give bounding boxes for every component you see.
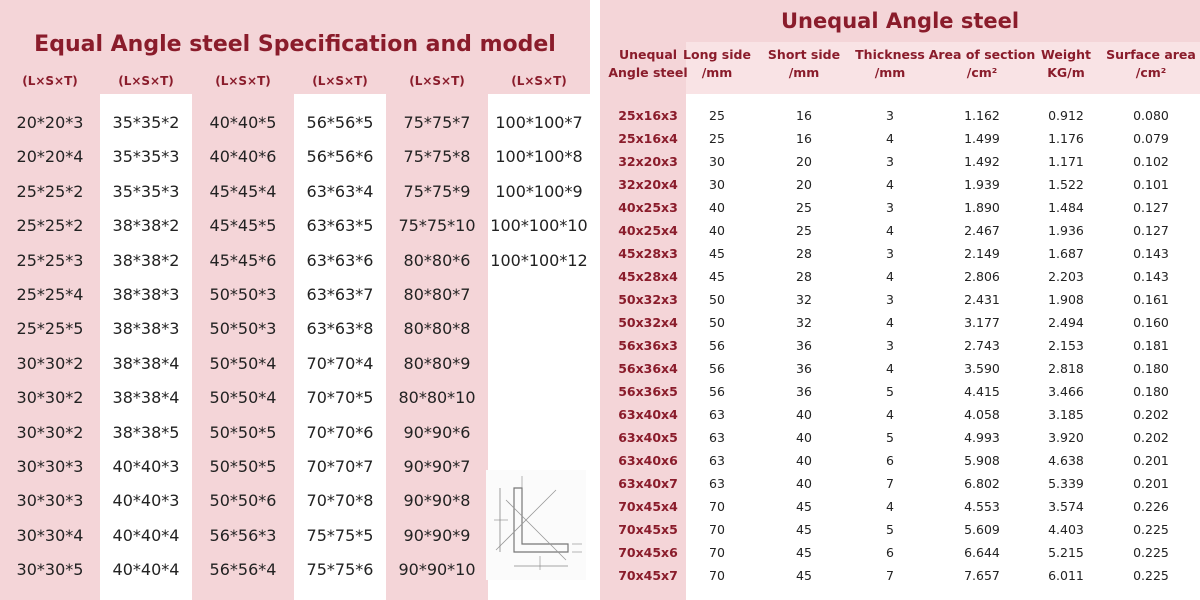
unequal-model-name: 25x16x3 (618, 108, 678, 123)
unequal-column-header-line: Area of section (928, 47, 1036, 62)
unequal-value-cell: 0.102 (1133, 154, 1169, 169)
unequal-value-cell: 3 (886, 200, 894, 215)
unequal-model-name: 56x36x4 (618, 361, 678, 376)
unequal-column-header-line: Thickness (855, 47, 925, 62)
equal-spec-cell: 75*75*9 (403, 181, 471, 201)
unequal-value-cell: 25 (796, 223, 812, 238)
unequal-value-cell: 0.180 (1133, 384, 1169, 399)
unequal-column-header-5 (927, 46, 1037, 82)
unequal-value-cell: 63 (709, 453, 725, 468)
equal-spec-cell: 80*80*9 (403, 353, 471, 373)
angle-steel-diagram-icon (486, 470, 586, 580)
equal-spec-cell: 100*100*9 (495, 181, 583, 201)
unequal-value-cell: 5.215 (1048, 545, 1084, 560)
unequal-value-cell: 4 (886, 223, 894, 238)
equal-column-header-3: (L×S×T) (215, 74, 271, 88)
table-row (600, 219, 1200, 242)
equal-spec-cell: 70*70*5 (306, 388, 374, 408)
equal-angle-title: Equal Angle steel Specification and model (34, 32, 556, 57)
unequal-value-cell: 30 (709, 177, 725, 192)
table-row (600, 311, 1200, 334)
unequal-value-cell: 4 (886, 361, 894, 376)
unequal-column-header-line: KG/m (1047, 65, 1085, 80)
equal-spec-cell: 30*30*2 (16, 353, 84, 373)
unequal-value-cell: 0.079 (1133, 131, 1169, 146)
unequal-value-cell: 0.225 (1133, 568, 1169, 583)
unequal-column-header-3 (759, 46, 849, 82)
equal-spec-cell: 90*90*10 (398, 560, 476, 580)
equal-spec-cell: 50*50*4 (209, 353, 277, 373)
equal-spec-cell: 45*45*6 (209, 250, 277, 270)
unequal-value-cell: 4.415 (964, 384, 1000, 399)
unequal-value-cell: 3.185 (1048, 407, 1084, 422)
equal-spec-cell: 25*25*2 (16, 216, 84, 236)
unequal-column-header-line: Angle steel (608, 65, 688, 80)
unequal-column-header-line: Weight (1041, 47, 1091, 62)
unequal-model-name: 56x36x3 (618, 338, 678, 353)
unequal-value-cell: 56 (709, 361, 725, 376)
unequal-column-header-line: Unequal (618, 47, 678, 62)
unequal-value-cell: 4 (886, 177, 894, 192)
equal-spec-cell: 63*63*6 (306, 250, 374, 270)
equal-spec-cell: 100*100*8 (495, 147, 583, 167)
unequal-value-cell: 0.180 (1133, 361, 1169, 376)
unequal-value-cell: 0.127 (1133, 223, 1169, 238)
unequal-value-cell: 45 (796, 499, 812, 514)
unequal-value-cell: 20 (796, 154, 812, 169)
equal-spec-cell: 38*38*3 (112, 319, 180, 339)
equal-spec-cell: 75*75*6 (306, 560, 374, 580)
unequal-value-cell: 3.466 (1048, 384, 1084, 399)
unequal-value-cell: 45 (709, 269, 725, 284)
unequal-model-name: 40x25x4 (618, 223, 678, 238)
equal-spec-cell: 63*63*4 (306, 181, 374, 201)
table-row (600, 357, 1200, 380)
equal-column-header-4: (L×S×T) (312, 74, 368, 88)
unequal-value-cell: 1.162 (964, 108, 1000, 123)
equal-spec-cell: 56*56*4 (209, 560, 277, 580)
unequal-value-cell: 70 (709, 499, 725, 514)
equal-spec-cell: 70*70*4 (306, 353, 374, 373)
unequal-value-cell: 28 (796, 246, 812, 261)
unequal-value-cell: 4 (886, 315, 894, 330)
unequal-model-name: 40x25x3 (618, 200, 678, 215)
unequal-column-header-line: /mm (788, 65, 820, 80)
unequal-value-cell: 45 (796, 522, 812, 537)
unequal-value-cell: 5.609 (964, 522, 1000, 537)
unequal-value-cell: 7.657 (964, 568, 1000, 583)
equal-column-header-2: (L×S×T) (118, 74, 174, 88)
equal-angle-panel (0, 0, 590, 600)
unequal-value-cell: 56 (709, 384, 725, 399)
unequal-value-cell: 3.590 (964, 361, 1000, 376)
unequal-model-name: 70x45x6 (618, 545, 678, 560)
unequal-value-cell: 32 (796, 292, 812, 307)
unequal-value-cell: 0.143 (1133, 269, 1169, 284)
unequal-model-name: 70x45x7 (618, 568, 678, 583)
equal-spec-cell: 75*75*8 (403, 147, 471, 167)
unequal-value-cell: 0.225 (1133, 522, 1169, 537)
table-row (600, 403, 1200, 426)
unequal-column-header-line: Long side (683, 47, 751, 62)
equal-spec-cell: 38*38*3 (112, 285, 180, 304)
equal-column-3 (192, 94, 294, 600)
unequal-value-cell: 0.127 (1133, 200, 1169, 215)
unequal-value-cell: 2.467 (964, 223, 1000, 238)
unequal-value-cell: 2.431 (964, 292, 1000, 307)
unequal-value-cell: 45 (796, 568, 812, 583)
unequal-value-cell: 6.644 (964, 545, 1000, 560)
unequal-value-cell: 40 (796, 430, 812, 445)
unequal-value-cell: 50 (709, 292, 725, 307)
equal-spec-cell: 80*80*7 (403, 285, 471, 304)
equal-spec-cell: 35*35*3 (112, 147, 180, 167)
unequal-column-header-line: /cm² (966, 65, 998, 80)
equal-spec-cell: 63*63*7 (306, 285, 374, 304)
unequal-value-cell: 40 (796, 453, 812, 468)
unequal-value-cell: 0.202 (1133, 430, 1169, 445)
unequal-model-name: 50x32x3 (618, 292, 678, 307)
unequal-value-cell: 1.890 (964, 200, 1000, 215)
equal-spec-cell: 38*38*4 (112, 388, 180, 408)
unequal-value-cell: 70 (709, 568, 725, 583)
unequal-value-cell: 6 (886, 545, 894, 560)
unequal-value-cell: 4.058 (964, 407, 1000, 422)
unequal-value-cell: 3.920 (1048, 430, 1084, 445)
unequal-model-name: 63x40x6 (618, 453, 678, 468)
equal-spec-cell: 25*25*3 (16, 250, 84, 270)
unequal-value-cell: 70 (709, 545, 725, 560)
equal-spec-cell: 50*50*4 (209, 388, 277, 408)
unequal-value-cell: 1.908 (1048, 292, 1084, 307)
unequal-value-cell: 63 (709, 476, 725, 491)
unequal-value-cell: 36 (796, 338, 812, 353)
unequal-value-cell: 5 (886, 430, 894, 445)
unequal-value-cell: 70 (709, 522, 725, 537)
unequal-value-cell: 6.802 (964, 476, 1000, 491)
table-row (600, 334, 1200, 357)
equal-spec-cell: 90*90*9 (403, 525, 471, 545)
unequal-value-cell: 0.080 (1133, 108, 1169, 123)
table-row (600, 449, 1200, 472)
table-row (600, 196, 1200, 219)
unequal-value-cell: 6 (886, 453, 894, 468)
unequal-column-header-line: Surface area (1106, 47, 1196, 62)
table-row (600, 242, 1200, 265)
equal-column-header-1: (L×S×T) (22, 74, 78, 88)
unequal-column-header-line: Short side (767, 47, 841, 62)
equal-spec-cell: 30*30*5 (16, 560, 84, 580)
equal-spec-cell: 25*25*2 (16, 181, 84, 201)
unequal-value-cell: 0.201 (1133, 476, 1169, 491)
equal-spec-cell: 45*45*5 (209, 216, 277, 236)
equal-spec-cell: 70*70*6 (306, 422, 374, 442)
table-row (600, 495, 1200, 518)
unequal-value-cell: 4.403 (1048, 522, 1084, 537)
equal-spec-cell: 38*38*2 (112, 250, 180, 270)
unequal-value-cell: 2.494 (1048, 315, 1084, 330)
unequal-value-cell: 0.181 (1133, 338, 1169, 353)
unequal-value-cell: 16 (796, 108, 812, 123)
unequal-value-cell: 3 (886, 154, 894, 169)
equal-spec-cell: 90*90*8 (403, 491, 471, 511)
table-row (600, 265, 1200, 288)
unequal-model-name: 70x45x4 (618, 499, 678, 514)
unequal-value-cell: 2.203 (1048, 269, 1084, 284)
unequal-value-cell: 0.202 (1133, 407, 1169, 422)
unequal-value-cell: 40 (796, 476, 812, 491)
equal-spec-cell: 50*50*3 (209, 285, 277, 304)
unequal-value-cell: 3 (886, 338, 894, 353)
equal-spec-cell: 40*40*3 (112, 491, 180, 511)
unequal-value-cell: 0.201 (1133, 453, 1169, 468)
equal-spec-cell: 100*100*12 (490, 250, 588, 270)
equal-column-5 (386, 94, 488, 600)
unequal-value-cell: 36 (796, 384, 812, 399)
equal-spec-cell: 25*25*5 (16, 319, 84, 339)
unequal-value-cell: 1.522 (1048, 177, 1084, 192)
equal-spec-cell: 40*40*6 (209, 147, 277, 167)
equal-spec-cell: 75*75*10 (398, 216, 476, 236)
unequal-value-cell: 4 (886, 131, 894, 146)
equal-column-1 (0, 94, 100, 600)
unequal-column-header-7 (1101, 46, 1200, 82)
unequal-value-cell: 63 (709, 407, 725, 422)
unequal-value-cell: 56 (709, 338, 725, 353)
unequal-value-cell: 4.553 (964, 499, 1000, 514)
unequal-model-name: 63x40x7 (618, 476, 678, 491)
unequal-value-cell: 1.939 (964, 177, 1000, 192)
equal-spec-cell: 70*70*8 (306, 491, 374, 511)
unequal-value-cell: 40 (796, 407, 812, 422)
equal-spec-cell: 35*35*2 (112, 113, 180, 132)
unequal-value-cell: 2.743 (964, 338, 1000, 353)
unequal-value-cell: 4.993 (964, 430, 1000, 445)
equal-spec-cell: 50*50*6 (209, 491, 277, 511)
equal-spec-cell: 50*50*5 (209, 457, 277, 476)
table-row (600, 150, 1200, 173)
unequal-value-cell: 4 (886, 499, 894, 514)
unequal-value-cell: 20 (796, 177, 812, 192)
unequal-value-cell: 4 (886, 407, 894, 422)
equal-spec-cell: 35*35*3 (112, 181, 180, 201)
equal-spec-cell: 20*20*4 (16, 147, 84, 167)
equal-spec-cell: 90*90*7 (403, 457, 471, 476)
unequal-angle-title: Unequal Angle steel (780, 9, 1020, 33)
unequal-model-name: 25x16x4 (618, 131, 678, 146)
unequal-column-header-6 (1031, 46, 1101, 82)
equal-column-header-6: (L×S×T) (511, 74, 567, 88)
equal-spec-cell: 100*100*10 (490, 216, 588, 236)
equal-spec-cell: 40*40*5 (209, 113, 277, 132)
unequal-value-cell: 1.499 (964, 131, 1000, 146)
unequal-value-cell: 5.908 (964, 453, 1000, 468)
unequal-column-header-4 (850, 46, 930, 82)
unequal-value-cell: 63 (709, 430, 725, 445)
unequal-value-cell: 7 (886, 568, 894, 583)
unequal-value-cell: 25 (709, 131, 725, 146)
equal-spec-cell: 25*25*4 (16, 285, 84, 304)
equal-spec-cell: 70*70*7 (306, 457, 374, 476)
unequal-model-name: 32x20x3 (618, 154, 678, 169)
unequal-value-cell: 1.171 (1048, 154, 1084, 169)
unequal-value-cell: 1.484 (1048, 200, 1084, 215)
equal-spec-cell: 30*30*3 (16, 491, 84, 511)
equal-spec-cell: 45*45*4 (209, 181, 277, 201)
equal-spec-cell: 30*30*2 (16, 422, 84, 442)
equal-column-header-5: (L×S×T) (409, 74, 465, 88)
unequal-value-cell: 25 (796, 200, 812, 215)
unequal-value-cell: 50 (709, 315, 725, 330)
equal-spec-cell: 38*38*4 (112, 353, 180, 373)
equal-spec-cell: 50*50*5 (209, 422, 277, 442)
unequal-value-cell: 5 (886, 384, 894, 399)
table-row (600, 472, 1200, 495)
table-row (600, 564, 1200, 587)
equal-spec-cell: 80*80*6 (403, 250, 471, 270)
unequal-value-cell: 0.160 (1133, 315, 1169, 330)
equal-spec-cell: 56*56*3 (209, 525, 277, 545)
table-row (600, 541, 1200, 564)
equal-spec-cell: 30*30*3 (16, 457, 84, 476)
equal-spec-cell: 20*20*3 (16, 113, 84, 132)
equal-spec-cell: 40*40*4 (112, 560, 180, 580)
unequal-value-cell: 0.143 (1133, 246, 1169, 261)
unequal-model-name: 56x36x5 (618, 384, 678, 399)
equal-column-2 (100, 94, 192, 600)
unequal-value-cell: 0.161 (1133, 292, 1169, 307)
unequal-value-cell: 5.339 (1048, 476, 1084, 491)
unequal-value-cell: 7 (886, 476, 894, 491)
unequal-value-cell: 4.638 (1048, 453, 1084, 468)
equal-spec-cell: 40*40*4 (112, 525, 180, 545)
unequal-value-cell: 3 (886, 108, 894, 123)
unequal-value-cell: 0.225 (1133, 545, 1169, 560)
unequal-value-cell: 30 (709, 154, 725, 169)
equal-spec-cell: 75*75*5 (306, 525, 374, 545)
unequal-value-cell: 2.153 (1048, 338, 1084, 353)
equal-spec-cell: 30*30*4 (16, 525, 84, 545)
unequal-column-header-line: /mm (874, 65, 906, 80)
equal-spec-cell: 63*63*5 (306, 216, 374, 236)
unequal-value-cell: 40 (709, 200, 725, 215)
equal-spec-cell: 100*100*7 (495, 113, 583, 132)
unequal-angle-panel (600, 0, 1200, 600)
unequal-value-cell: 3 (886, 246, 894, 261)
equal-spec-cell: 50*50*3 (209, 319, 277, 339)
equal-spec-cell: 40*40*3 (112, 457, 180, 476)
unequal-model-name: 63x40x5 (618, 430, 678, 445)
equal-spec-cell: 38*38*2 (112, 216, 180, 236)
unequal-value-cell: 36 (796, 361, 812, 376)
table-row (600, 173, 1200, 196)
unequal-value-cell: 0.912 (1048, 108, 1084, 123)
equal-spec-cell: 75*75*7 (403, 113, 471, 132)
unequal-value-cell: 3.574 (1048, 499, 1084, 514)
unequal-value-cell: 45 (796, 545, 812, 560)
table-row (600, 518, 1200, 541)
unequal-value-cell: 40 (709, 223, 725, 238)
table-row (600, 380, 1200, 403)
unequal-model-name: 45x28x3 (618, 246, 678, 261)
unequal-model-name: 45x28x4 (618, 269, 678, 284)
unequal-column-header-line: /mm (701, 65, 733, 80)
unequal-value-cell: 0.101 (1133, 177, 1169, 192)
unequal-model-name: 32x20x4 (618, 177, 678, 192)
unequal-value-cell: 3 (886, 292, 894, 307)
unequal-model-name: 63x40x4 (618, 407, 678, 422)
unequal-value-cell: 2.818 (1048, 361, 1084, 376)
equal-spec-cell: 56*56*6 (306, 147, 374, 167)
equal-spec-cell: 38*38*5 (112, 422, 180, 442)
table-row (600, 127, 1200, 150)
unequal-value-cell: 6.011 (1048, 568, 1084, 583)
equal-spec-cell: 90*90*6 (403, 422, 471, 442)
unequal-value-cell: 1.176 (1048, 131, 1084, 146)
equal-spec-cell: 63*63*8 (306, 319, 374, 339)
equal-spec-cell: 30*30*2 (16, 388, 84, 408)
unequal-value-cell: 28 (796, 269, 812, 284)
unequal-model-name: 50x32x4 (618, 315, 678, 330)
unequal-value-cell: 16 (796, 131, 812, 146)
unequal-value-cell: 45 (709, 246, 725, 261)
unequal-value-cell: 3.177 (964, 315, 1000, 330)
unequal-value-cell: 2.806 (964, 269, 1000, 284)
table-row (600, 104, 1200, 127)
unequal-column-header-2 (677, 46, 757, 82)
unequal-value-cell: 32 (796, 315, 812, 330)
unequal-value-cell: 1.687 (1048, 246, 1084, 261)
table-row (600, 288, 1200, 311)
unequal-value-cell: 1.492 (964, 154, 1000, 169)
unequal-value-cell: 5 (886, 522, 894, 537)
equal-spec-cell: 56*56*5 (306, 113, 374, 132)
equal-column-4 (294, 94, 386, 600)
unequal-value-cell: 25 (709, 108, 725, 123)
unequal-value-cell: 2.149 (964, 246, 1000, 261)
unequal-value-cell: 4 (886, 269, 894, 284)
unequal-value-cell: 0.226 (1133, 499, 1169, 514)
table-row (600, 426, 1200, 449)
unequal-column-header-line: /cm² (1135, 65, 1167, 80)
equal-spec-cell: 80*80*10 (398, 388, 476, 408)
unequal-value-cell: 1.936 (1048, 223, 1084, 238)
equal-spec-cell: 80*80*8 (403, 319, 471, 339)
unequal-model-name: 70x45x5 (618, 522, 678, 537)
